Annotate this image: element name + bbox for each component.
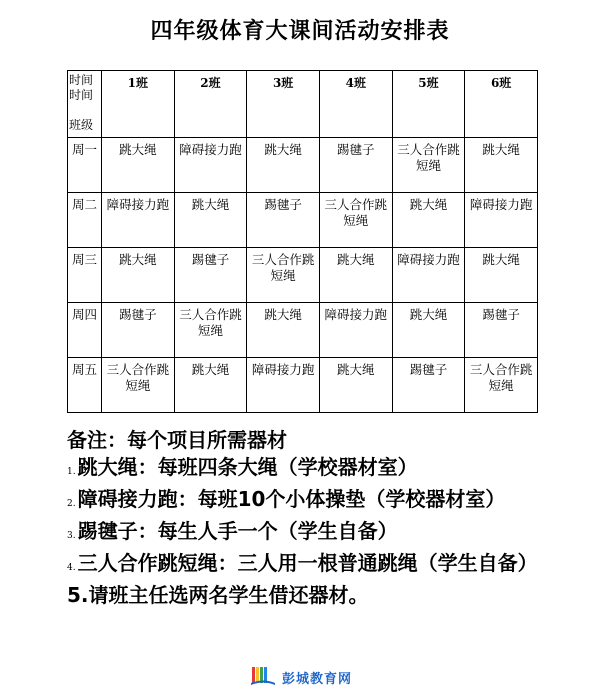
note-item — [67, 486, 557, 518]
note-number: 3. — [67, 531, 76, 541]
table-cell: 踢毽子 — [174, 248, 247, 303]
note-number: 4. — [67, 563, 76, 573]
corner-label-class: 班级 — [69, 118, 94, 132]
watermark-text: 彭城教育网 — [282, 671, 353, 687]
table-cell: 三人合作跳短绳 — [247, 248, 320, 303]
note-number: 2. — [67, 499, 76, 509]
note-text: 跳大绳：每班四条大绳（学校器材室） — [77, 455, 418, 479]
corner-cell — [68, 71, 102, 138]
class-header: 1班 — [102, 71, 175, 138]
table-cell: 三人合作跳短绳 — [319, 193, 392, 248]
day-label: 周三 — [68, 248, 102, 303]
note-item — [67, 518, 557, 550]
table-cell: 跳大绳 — [319, 358, 392, 413]
day-label: 周四 — [68, 303, 102, 358]
table-cell: 踢毽子 — [102, 303, 175, 358]
note-text: 障碍接力跑：每班10个小体操垫（学校器材室） — [77, 487, 506, 511]
note-number: 1. — [67, 467, 76, 477]
class-header: 2班 — [174, 71, 247, 138]
corner-label-time: 时间 — [69, 73, 94, 87]
note-item — [67, 454, 557, 486]
table-cell: 跳大绳 — [247, 303, 320, 358]
notes-heading: 备注：每个项目所需器材 — [67, 428, 287, 452]
table-cell: 跳大绳 — [392, 303, 465, 358]
table-cell: 跳大绳 — [102, 138, 175, 193]
table-cell: 障碍接力跑 — [247, 358, 320, 413]
table-cell: 三人合作跳短绳 — [465, 358, 538, 413]
class-header: 6班 — [465, 71, 538, 138]
day-label: 周一 — [68, 138, 102, 193]
table-row — [68, 358, 538, 413]
table-cell: 跳大绳 — [174, 193, 247, 248]
class-header: 4班 — [319, 71, 392, 138]
table-header-row — [68, 71, 538, 138]
note-item — [67, 550, 557, 582]
corner-label-time-2: 时间 — [69, 88, 94, 102]
table-cell: 踢毽子 — [392, 358, 465, 413]
corner-gap — [69, 103, 100, 118]
table-cell: 跳大绳 — [319, 248, 392, 303]
table-cell: 跳大绳 — [247, 138, 320, 193]
table-cell: 跳大绳 — [465, 138, 538, 193]
table-cell: 三人合作跳短绳 — [392, 138, 465, 193]
class-header: 3班 — [247, 71, 320, 138]
table-cell: 障碍接力跑 — [102, 193, 175, 248]
day-label: 周二 — [68, 193, 102, 248]
class-header: 5班 — [392, 71, 465, 138]
note-text: 三人合作跳短绳：三人用一根普通跳绳（学生自备） — [77, 551, 538, 575]
table-cell: 跳大绳 — [102, 248, 175, 303]
note-final: 5.请班主任选两名学生借还器材。 — [67, 583, 369, 607]
table-cell: 障碍接力跑 — [174, 138, 247, 193]
table-cell: 跳大绳 — [392, 193, 465, 248]
table-cell: 障碍接力跑 — [319, 303, 392, 358]
table-row — [68, 138, 538, 193]
schedule-table — [67, 70, 538, 413]
table-cell: 三人合作跳短绳 — [102, 358, 175, 413]
book-logo-icon — [250, 664, 276, 690]
table-row — [68, 193, 538, 248]
table-cell: 障碍接力跑 — [465, 193, 538, 248]
table-row — [68, 303, 538, 358]
page-title: 四年级体育大课间活动安排表 — [150, 19, 450, 44]
day-label: 周五 — [68, 358, 102, 413]
table-row — [68, 248, 538, 303]
table-cell: 跳大绳 — [465, 248, 538, 303]
notes-section — [67, 427, 557, 609]
table-cell: 障碍接力跑 — [392, 248, 465, 303]
table-cell: 踢毽子 — [465, 303, 538, 358]
note-text: 踢毽子：每生人手一个（学生自备） — [77, 519, 398, 543]
table-cell: 踢毽子 — [247, 193, 320, 248]
table-cell: 三人合作跳短绳 — [174, 303, 247, 358]
watermark — [250, 664, 352, 690]
table-cell: 跳大绳 — [174, 358, 247, 413]
table-cell: 踢毽子 — [319, 138, 392, 193]
